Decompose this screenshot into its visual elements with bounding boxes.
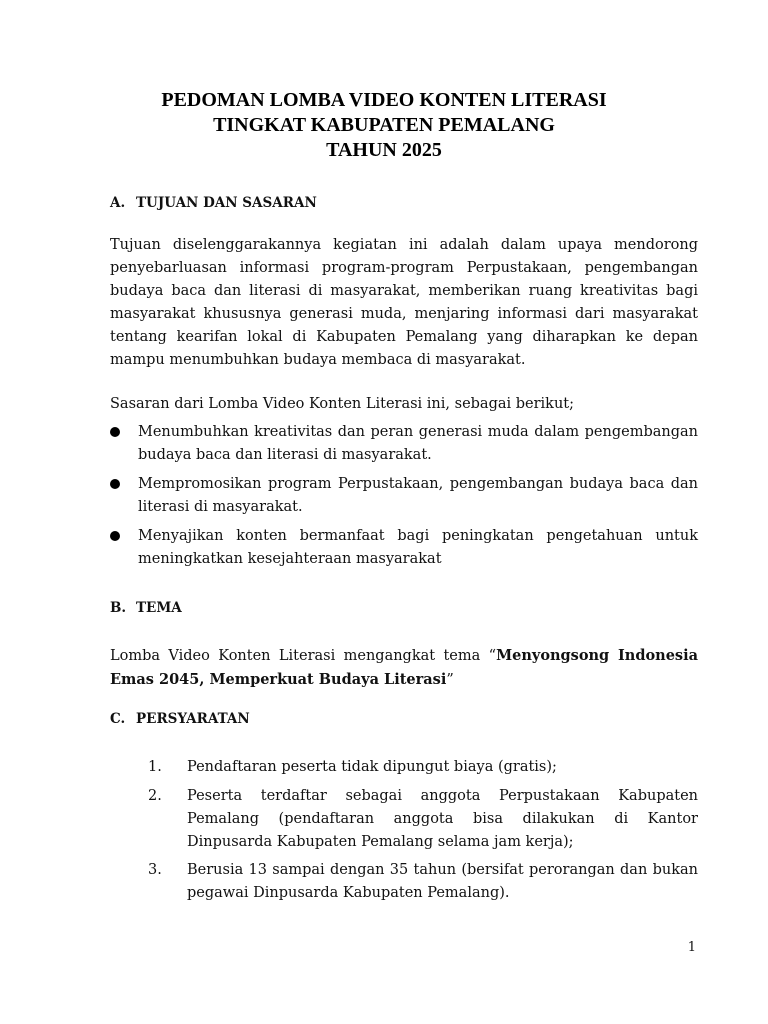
bullet-dot-icon <box>110 427 120 437</box>
section-b-letter: B. <box>110 600 127 616</box>
bullet-dot-icon <box>110 531 120 541</box>
item-text: Pendaftaran peserta tidak dipungut biaya (gratis); <box>187 759 557 775</box>
item-text: Berusia 13 sampai dengan 35 tahun (bersifat perorangan dan bukan pegawai Dinpusarda Kabupaten Pemalang). <box>187 862 698 901</box>
item-text: Peserta terdaftar sebagai anggota Perpustakaan Kabupaten Pemalang (pendaftaran anggota bisa dilakukan di Kantor Dinpusarda Kabupaten Pemalang selama jam kerja); <box>187 788 698 850</box>
section-c-title: PERSYARATAN <box>136 711 250 727</box>
item-number: 2. <box>148 788 162 804</box>
theme-text-before: Lomba Video Konten Literasi mengangkat tema “ <box>110 648 497 664</box>
document-title-line-2: TINGKAT KABUPATEN PEMALANG <box>213 114 555 136</box>
item-number: 1. <box>148 759 162 775</box>
section-b-heading <box>110 599 182 617</box>
section-c-heading <box>110 710 250 728</box>
section-a-letter: A. <box>110 195 126 211</box>
section-a-title: TUJUAN DAN SASARAN <box>136 195 317 211</box>
section-a-heading <box>110 194 317 212</box>
section-b-paragraph <box>110 644 698 692</box>
sasaran-intro: Sasaran dari Lomba Video Konten Literasi ini, sebagai berikut; <box>110 396 575 412</box>
section-c-letter: C. <box>110 711 126 727</box>
section-a-paragraph: Tujuan diselenggarakannya kegiatan ini adalah dalam upaya mendorong penyebarluasan informasi program-program Perpustakaan, pengembangan budaya baca dan literasi di masyarakat, memberikan ruang kreativitas bagi masyarakat khususnya generasi muda, menjaring informasi dari masyarakat tentang kearifan lokal di Kabupaten Pemalang yang diharapkan ke depan mampu menumbuhkan budaya membaca di masyarakat. <box>110 237 698 368</box>
document-title-line-3: TAHUN 2025 <box>326 139 442 161</box>
bullet-dot-icon <box>110 479 120 489</box>
bullet-text: Menumbuhkan kreativitas dan peran generasi muda dalam pengembangan budaya baca dan literasi di masyarakat. <box>138 424 698 463</box>
theme-bold: Menyongsong Indonesia Emas 2045, Memperkuat Budaya Literasi <box>110 647 698 688</box>
bullet-text: Mempromosikan program Perpustakaan, pengembangan budaya baca dan literasi di masyarakat. <box>138 476 698 515</box>
bullet-text: Menyajikan konten bermanfaat bagi peningkatan pengetahuan untuk meningkatkan kesejahteraan masyarakat <box>138 528 698 567</box>
page-number: 1 <box>687 940 696 955</box>
item-number: 3. <box>148 862 162 878</box>
theme-text-after: ” <box>446 672 454 688</box>
document-title-line-1: PEDOMAN LOMBA VIDEO KONTEN LITERASI <box>161 89 607 111</box>
section-b-title: TEMA <box>136 600 182 616</box>
